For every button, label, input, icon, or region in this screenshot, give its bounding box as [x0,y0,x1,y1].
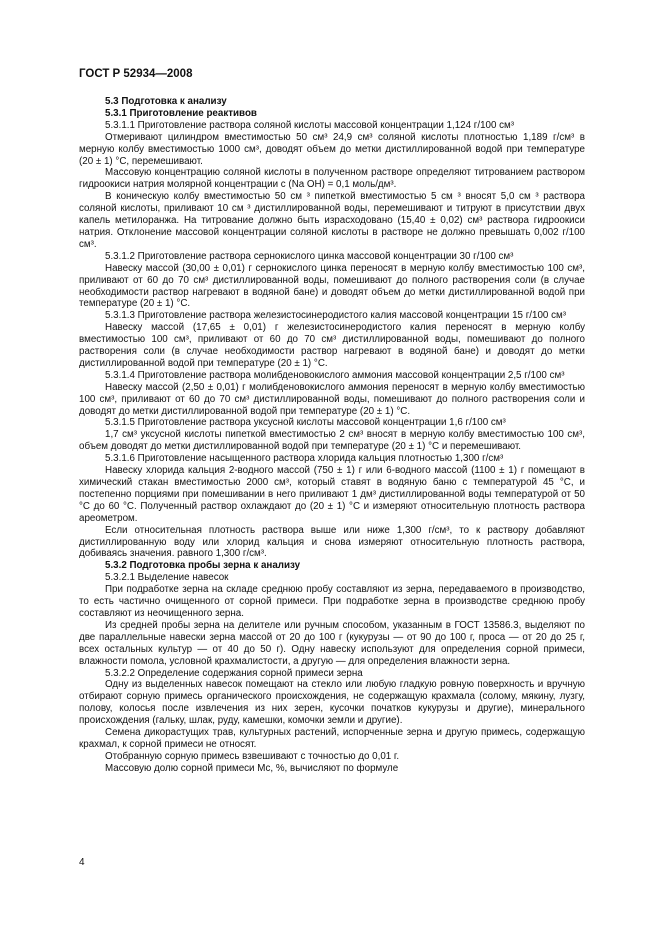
paragraph: Семена дикорастущих трав, культурных растений, испорченные зерна и другую примесь, содержащую крахмал, к сорной примеси не относят. [79,727,585,750]
paragraph: 1,7 см³ уксусной кислоты пипеткой вместимостью 2 см³ вносят в мерную колбу вместимостью 100 см³, объем доводят до метки дистиллированной водой при температуре (20 ± 1) °С и перемешивают. [79,429,585,453]
paragraph: Навеску массой (2,50 ± 0,01) г молибденовокислого аммония переносят в мерную колбу вместимостью 100 см³, приливают от 60 до 70 см³ дистиллированной воды, помешивают до полного растворения соли и доводят до метки дистиллированной водой при температуре (20 ± 1) °С. [79,381,585,417]
section-heading: 5.3.1 Приготовление реактивов [105,107,257,119]
paragraph: Отмеривают цилиндром вместимостью 50 см³ 24,9 см³ соляной кислоты плотностью 1,189 г/см³ в мерную колбу вместимостью 1000 см³, доводят объем до метки дистиллированной водой при температуре (20 ± 1) °С, перемешивают. [79,131,585,167]
paragraph: 5.3.1.3 Приготовление раствора железистосинеродистого калия массовой концентрации 15 г/100 см³ [105,310,566,322]
paragraph: Навеску массой (30,00 ± 0,01) г сернокислого цинка переносят в мерную колбу вместимостью 100 см³, приливают от 60 до 70 см³ дистиллированной воды, помешивают до полного растворения соли (в случае необходимости раствор нагревают в водяной бане) и доводят объем до метки дистиллированной водой при температуре (20 ± 1) °С. [79,262,585,310]
paragraph: Одну из выделенных навесок помещают на стекло или любую гладкую ровную поверхность и вручную отбирают сорную примесь органического происхождения, не содержащую крахмала (солому, мякину, лузгу, полову, колосья после извлечения из них зерен, кусочки початков кукурузы и другие), минерального происхождения (гальку, шлак, руду, камешки, комочки земли и другие). [79,679,585,727]
paragraph: 5.3.1.1 Приготовление раствора соляной кислоты массовой концентрации 1,124 г/100 см³ [105,119,515,131]
paragraph: Из средней пробы зерна на делителе или ручным способом, указанным в ГОСТ 13586.3, выделяют по две параллельные навески зерна массой от 20 до 100 г (кукурузы — от 90 до 100 г, проса — от 20 до 25 г, всех остальных культур — от 40 до 50 г). Одну навеску используют для определения сорной примеси, влажности помола, условной крахмалистости, а другую — для определения влажности зерна. [79,619,585,667]
paragraph: В коническую колбу вместимостью 50 см ³ пипеткой вместимостью 5 см ³ вносят 5,0 см ³ раствора соляной кислоты, приливают 10 см ³ дистиллированной воды, перемешивают и титруют в присутствии двух капель метилоранжа. На титрование должно быть израсходовано (15,40 ± 0,02) см³ раствора гидроокиси натрия. Отклонение массовой концентрации соляной кислоты в растворе не должно превышать 0,002 г/100 см³. [79,191,585,250]
paragraph: 5.3.1.5 Приготовление раствора уксусной кислоты массовой концентрации 1,6 г/100 см³ [105,417,506,429]
paragraph: Навеску хлорида кальция 2-водного массой (750 ± 1) г или 6-водного массой (1100 ± 1) г помещают в химический стакан вместимостью 2000 см³, который ставят в водяную баню с температурой 45 °С, и постепенно порциями при помешивании в него приливают 1 дм³ дистиллированной воды температурой от 50 °С до 60 °С. Полученный раствор охлаждают до (20 ± 1) °С и измеряют относительную плотность раствора ареометром. [79,465,585,524]
page-number: 4 [79,857,85,868]
section-heading: 5.3 Подготовка к анализу [105,96,227,107]
document-header: ГОСТ Р 52934—2008 [79,68,193,80]
paragraph: 5.3.2.1 Выделение навесок [105,572,229,584]
paragraph: 5.3.1.4 Приготовление раствора молибденовокислого аммония массовой концентрации 2,5 г/100 см³ [105,369,565,381]
document-body [79,96,585,775]
paragraph: 5.3.1.6 Приготовление насыщенного раствора хлорида кальция плотностью 1,300 г/см³ [105,453,504,465]
paragraph: Если относительная плотность раствора выше или ниже 1,300 г/см³, то к раствору добавляют дистиллированную воду или хлорид кальция и снова измеряют относительную плотность раствора, добиваясь значения. равного 1,300 г/см³. [79,524,585,560]
paragraph: 5.3.2.2 Определение содержания сорной примеси зерна [105,667,363,679]
paragraph: Отобранную сорную примесь взвешивают с точностью до 0,01 г. [105,750,400,762]
paragraph: Массовую концентрацию соляной кислоты в полученном растворе определяют титрованием раствором гидроокиси натрия молярной концентрации с (Na OH) = 0,1 моль/дм³. [79,167,585,191]
paragraph: Массовую долю сорной примеси Мс, %, вычисляют по формуле [105,762,399,774]
section-heading: 5.3.2 Подготовка пробы зерна к анализу [105,560,301,572]
paragraph: 5.3.1.2 Приготовление раствора сернокислого цинка массовой концентрации 30 г/100 см³ [105,250,514,262]
paragraph: При подработке зерна на складе среднюю пробу составляют из зерна, передаваемого в производство, то есть частично очищенного от сорной примеси. При подработке зерна в производстве среднюю пробу составляют из неочищенного зерна. [79,584,585,619]
paragraph: Навеску массой (17,65 ± 0,01) г железистосинеродистого калия переносят в мерную колбу вместимостью 100 см³, приливают от 60 до 70 см³ дистиллированной воды, помешивают до полного растворения соли (в случае необходимости раствор нагревают в водяной бане) и доводят до метки дистиллированной водой при температуре (20 ± 1) °С. [79,322,585,369]
